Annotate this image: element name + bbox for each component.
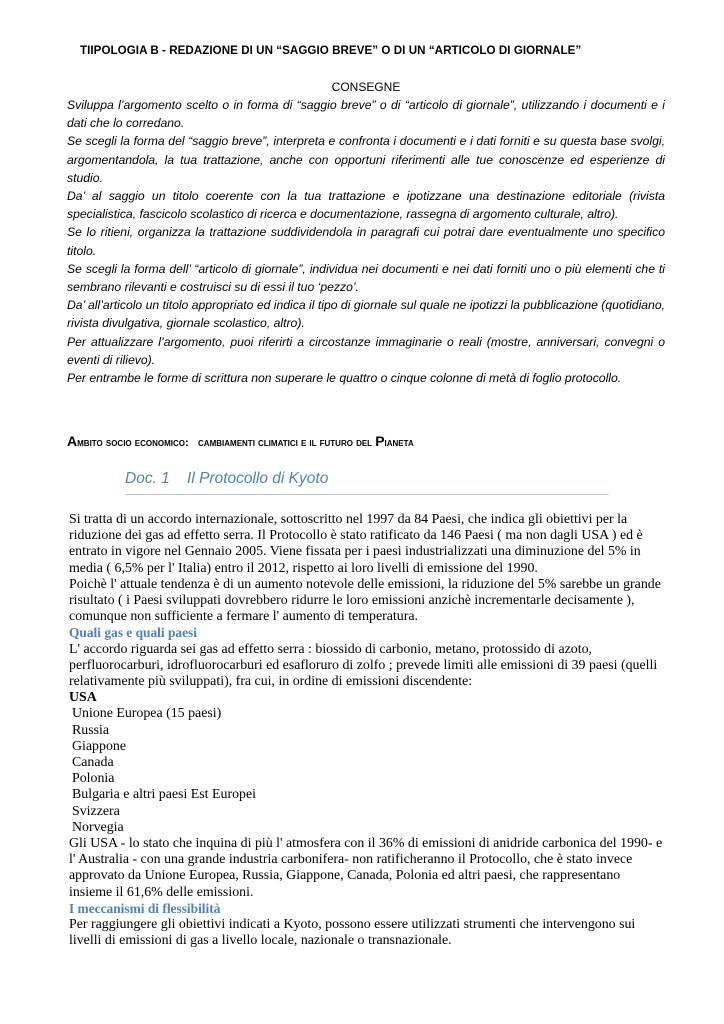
instruction-paragraph: Per entrambe le forme di scrittura non superare le quattro o cinque colonne di metà di foglio protocollo.: [67, 371, 622, 386]
list-item: Russia: [72, 722, 110, 738]
country-list: [69, 690, 665, 836]
list-item: Canada: [72, 755, 114, 771]
instruction-paragraph: Se lo ritieni, organizza la trattazione suddividendola in paragrafi cui potrai dare eventualmente uno specifico titolo.: [67, 225, 665, 258]
instruction-paragraph: Sviluppa l’argomento scelto o in forma di “saggio breve” o di “articolo di giornale”, utilizzando i documenti e i dati che lo corredano.: [67, 98, 665, 131]
document-title: Doc. 1 Il Protocollo di Kyoto: [125, 470, 329, 487]
ambito-planet-rest: ianeta: [384, 437, 414, 449]
list-item: Norvegia: [72, 819, 124, 835]
ambito-label: mbito socio economico:: [77, 437, 189, 449]
list-item: USA: [69, 690, 97, 706]
section-heading-flex: I meccanismi di flessibilità: [69, 900, 221, 916]
list-item: Unione Europea (15 paesi): [72, 706, 222, 722]
gas-paragraph: L' accordo riguarda sei gas ad effetto serra : biossido di carbonio, metano, protossido di azoto, perfluorocarburi, idrofluorocarburi ed esafloruro di zolfo ; prevede limiti alle emissioni di 39 paesi (quelli relativamente più sviluppati), fra cui, in ordine di emissioni discendente:: [69, 641, 658, 690]
intro-paragraph: Si tratta di un accordo internazionale, sottoscritto nel 1997 da 84 Paesi, che indica gli obiettivi per la riduzione dei gas ad effetto serra. Il Protocollo è stato ratificato da 146 Paesi ( ma non dagli USA ) ed è entrato in vigore nel Gennaio 2005. Viene fissata per i paesi industrializzati una diminuzione del 5% in media ( 6,5% per l' Italia) entro il 2012, rispetto ai loro livelli di emissione del 1990.: [69, 512, 643, 576]
instruction-paragraph: Per attualizzare l’argomento, puoi riferirti a circostanze immaginarie o reali (mostre, anniversari, convegni o eventi di rilievo).: [67, 334, 665, 367]
list-item: Bulgaria e altri paesi Est Europei: [72, 787, 256, 803]
ambito-heading: [67, 433, 667, 449]
instruction-paragraph: Da’ al saggio un titolo coerente con la tua trattazione e ipotizzane una destinazione editoriale (rivista specialistica, fascicolo scolastico di ricerca e documentazione, rassegna di argomento culturale, altro).: [67, 189, 665, 222]
list-item: Svizzera: [72, 803, 120, 819]
ambito-initial: A: [67, 433, 78, 449]
consegne-title: CONSEGNE: [331, 80, 401, 94]
ambito-planet-initial: P: [375, 433, 385, 449]
usa-paragraph: Gli USA - lo stato che inquina di più l' atmosfera con il 36% di emissioni di anidride carbonica del 1990- e l' Australia - con una grande industria carbonifera- non ratificheranno il Protocollo, che è stato invece approvato da Unione Europea, Russia, Giappone, Canada, Polonia ed altri paesi, che rappresentano insieme il 61,6% delle emissioni.: [69, 836, 663, 900]
ambito-topic: cambiamenti climatici e il futuro del: [198, 437, 376, 449]
section-heading-gas: Quali gas e quali paesi: [69, 625, 197, 641]
list-item: Giappone: [72, 738, 127, 754]
page-heading: TIIPOLOGIA B - REDAZIONE DI UN “SAGGIO BREVE” O DI UN “ARTICOLO DI GIORNALE”: [80, 44, 582, 57]
article-body: [69, 512, 665, 949]
flex-paragraph: Per raggiungere gli obiettivi indicati a Kyoto, possono essere utilizzati strumenti che intervengono sui livelli di emissioni di gas a livello locale, nazionale o transnazionale.: [69, 917, 636, 949]
title-underline: [125, 494, 609, 495]
instruction-paragraph: Da’ all’articolo un titolo appropriato ed indica il tipo di giornale sul quale ne ipotizzi la pubblicazione (quotidiano, rivista divulgativa, giornale scolastico, altro).: [67, 298, 665, 331]
consegne-instructions: [67, 96, 665, 387]
instruction-paragraph: Se scegli la forma del “saggio breve”, interpreta e confronta i documenti e i dati forniti e su questa base svolgi, argomentandola, la tua trattazione, anche con opportuni riferimenti alle tue conoscenze ed esperienze di studio.: [67, 134, 665, 185]
list-item: Polonia: [72, 771, 115, 787]
instruction-paragraph: Se scegli la forma dell’ “articolo di giornale”, individua nei documenti e nei dati forniti uno o più elementi che ti sembrano rilevanti e costruisci su di essi il tuo ‘pezzo’.: [67, 261, 665, 295]
intro-paragraph-2: Poichè l' attuale tendenza è di un aumento notevole delle emissioni, la riduzione del 5% sarebbe un grande risultato ( i Paesi sviluppati dovrebbero ridurre le loro emissioni anzichè incrementarle decisamente ), comunque non sufficiente a fermare l' aumento di temperatura.: [69, 576, 661, 625]
